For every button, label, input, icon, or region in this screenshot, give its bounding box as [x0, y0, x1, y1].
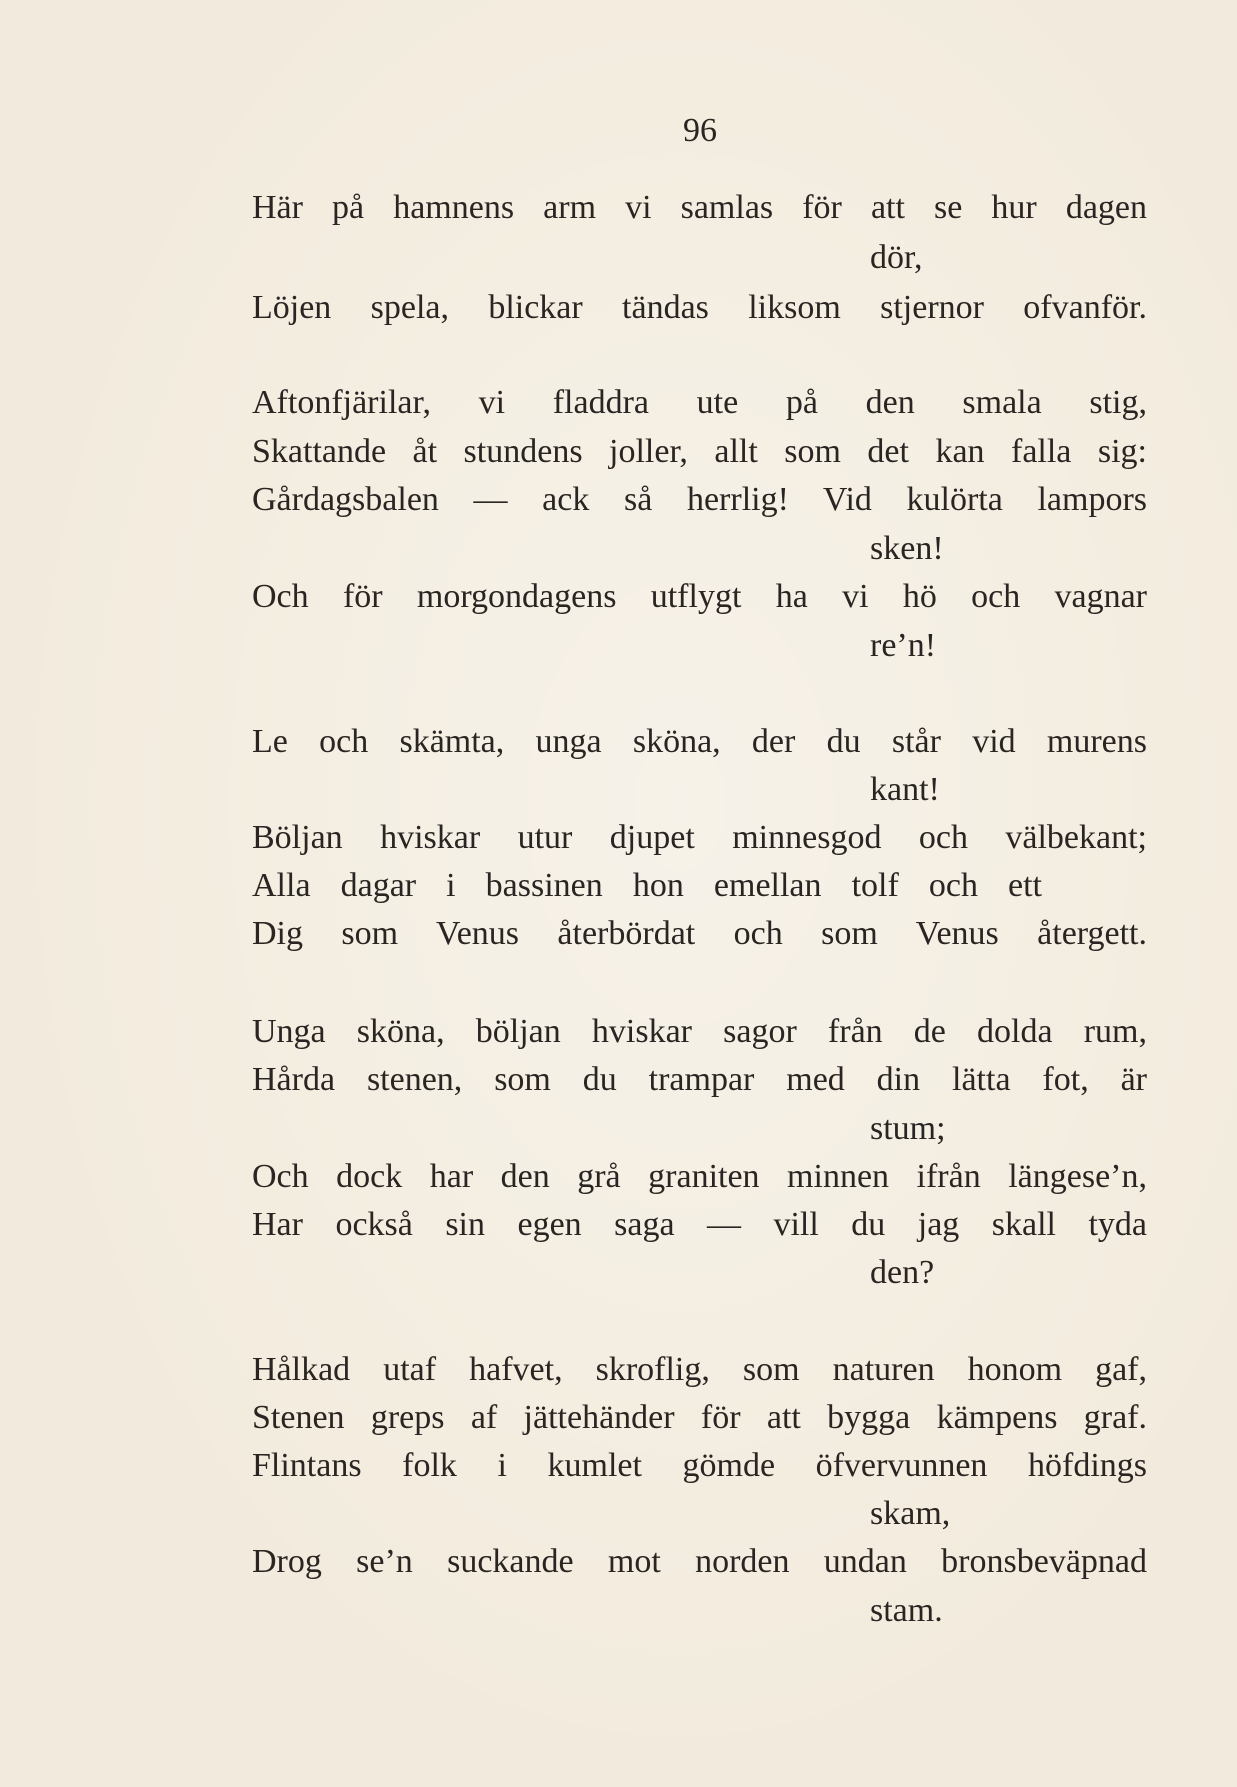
poem-line: Och för morgondagens utflygt ha vi hö och vagnar: [252, 578, 1147, 615]
poem-line: Aftonfjärilar, vi fladdra ute på den smala stig,: [252, 384, 1147, 421]
poem-line: Löjen spela, blickar tändas liksom stjernor ofvanför.: [252, 289, 1147, 326]
poem-line: Hårda stenen, som du trampar med din lätta fot, är: [252, 1061, 1147, 1098]
poem-line: Le och skämta, unga sköna, der du står vid murens: [252, 723, 1147, 760]
poem-line: Här på hamnens arm vi samlas för att se hur dagen: [252, 189, 1147, 226]
poem-line-continuation: re’n!: [870, 627, 937, 664]
poem-line: Drog se’n suckande mot norden undan bronsbeväpnad: [252, 1543, 1147, 1580]
poem-line: Gårdagsbalen — ack så herrlig! Vid kulörta lampors: [252, 481, 1147, 518]
poem-line: Unga sköna, böljan hviskar sagor från de dolda rum,: [252, 1013, 1147, 1050]
poem-line: Skattande åt stundens joller, allt som det kan falla sig:: [252, 433, 1147, 470]
poem-line-continuation: stam.: [870, 1592, 943, 1629]
poem-line: Har också sin egen saga — vill du jag skall tyda: [252, 1206, 1147, 1243]
poem-line: Stenen greps af jättehänder för att bygga kämpens graf.: [252, 1399, 1147, 1436]
poem-line-continuation: dör,: [870, 239, 923, 276]
poem-line: Alla dagar i bassinen hon emellan tolf och ett: [252, 867, 1042, 904]
poem-line: Böljan hviskar utur djupet minnesgod och välbekant;: [252, 819, 1147, 856]
poem-line-continuation: sken!: [870, 530, 944, 567]
poem-line-continuation: den?: [870, 1254, 935, 1291]
poem-line: Dig som Venus återbördat och som Venus återgett.: [252, 915, 1147, 952]
page-number: 96: [683, 112, 717, 149]
poem-line-continuation: stum;: [870, 1110, 946, 1147]
poem-line: Hålkad utaf hafvet, skroflig, som naturen honom gaf,: [252, 1351, 1147, 1388]
poem-line-continuation: kant!: [870, 771, 940, 808]
poem-line: Flintans folk i kumlet gömde öfvervunnen höfdings: [252, 1447, 1147, 1484]
poem-line: Och dock har den grå graniten minnen ifrån längese’n,: [252, 1158, 1147, 1195]
poem-line-continuation: skam,: [870, 1495, 951, 1532]
